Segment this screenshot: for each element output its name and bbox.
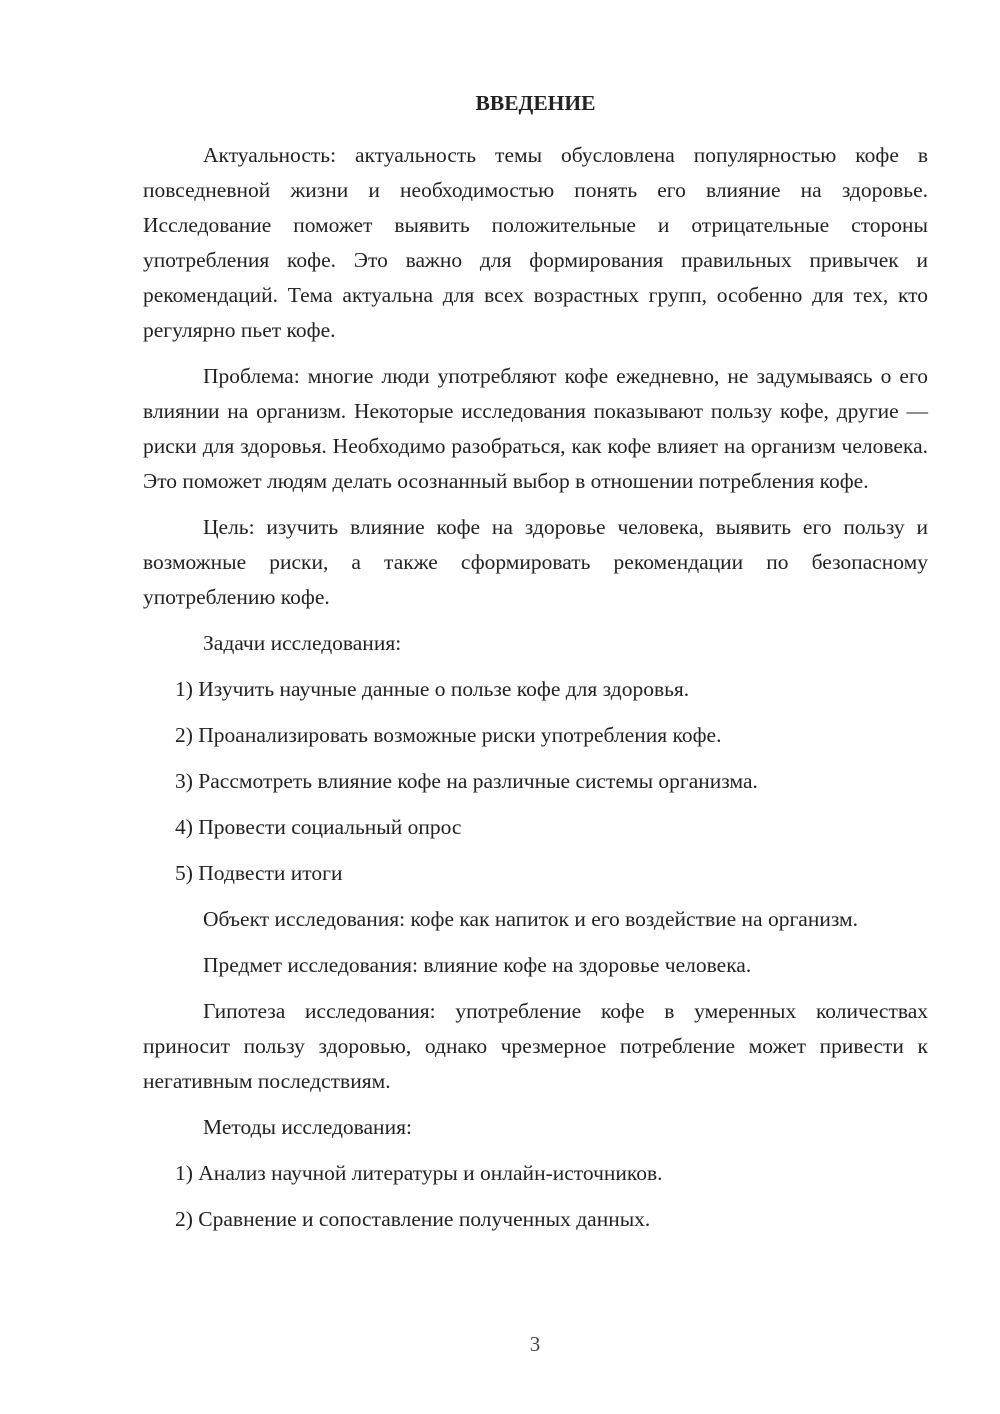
list-item: 1) Анализ научной литературы и онлайн-источников. (175, 1161, 663, 1185)
relevance-paragraph: Актуальность: актуальность темы обусловлена популярностью кофе в повседневной жизни и необходимостью понять его влияние на здоровье. Исследование поможет выявить положительные и отрицательные стороны употребления кофе. Это важно для формирования правильных привычек и рекомендаций. Тема актуальна для всех возрастных групп, особенно для тех, кто регулярно пьет кофе. (143, 143, 928, 342)
tasks-heading: Задачи исследования: (203, 631, 402, 655)
tasks-list (143, 672, 928, 891)
subject-paragraph: Предмет исследования: влияние кофе на здоровье человека. (203, 953, 752, 977)
methods-list (143, 1156, 928, 1237)
list-item: 4) Провести социальный опрос (175, 815, 462, 839)
goal-paragraph: Цель: изучить влияние кофе на здоровье человека, выявить его пользу и возможные риски, а также сформировать рекомендации по безопасному употреблению кофе. (143, 515, 928, 609)
object-paragraph: Объект исследования: кофе как напиток и его воздействие на организм. (203, 907, 859, 931)
list-item: 2) Сравнение и сопоставление полученных данных. (175, 1207, 651, 1231)
document-page (143, 88, 928, 1248)
list-item: 5) Подвести итоги (175, 861, 343, 885)
methods-heading: Методы исследования: (203, 1115, 412, 1139)
list-item: 3) Рассмотреть влияние кофе на различные системы организма. (175, 769, 758, 793)
page-title: ВВЕДЕНИЕ (475, 91, 596, 115)
list-item: 1) Изучить научные данные о пользе кофе для здоровья. (175, 677, 690, 701)
hypothesis-paragraph: Гипотеза исследования: употребление кофе в умеренных количествах приносит пользу здоровью, однако чрезмерное потребление может привести к негативным последствиям. (143, 999, 928, 1093)
list-item: 2) Проанализировать возможные риски употребления кофе. (175, 723, 722, 747)
page-number: 3 (529, 1332, 541, 1356)
problem-paragraph: Проблема: многие люди употребляют кофе ежедневно, не задумываясь о его влиянии на организм. Некоторые исследования показывают пользу кофе, другие — риски для здоровья. Необходимо разобраться, как кофе влияет на организм человека. Это поможет людям делать осознанный выбор в отношении потребления кофе. (143, 364, 928, 493)
